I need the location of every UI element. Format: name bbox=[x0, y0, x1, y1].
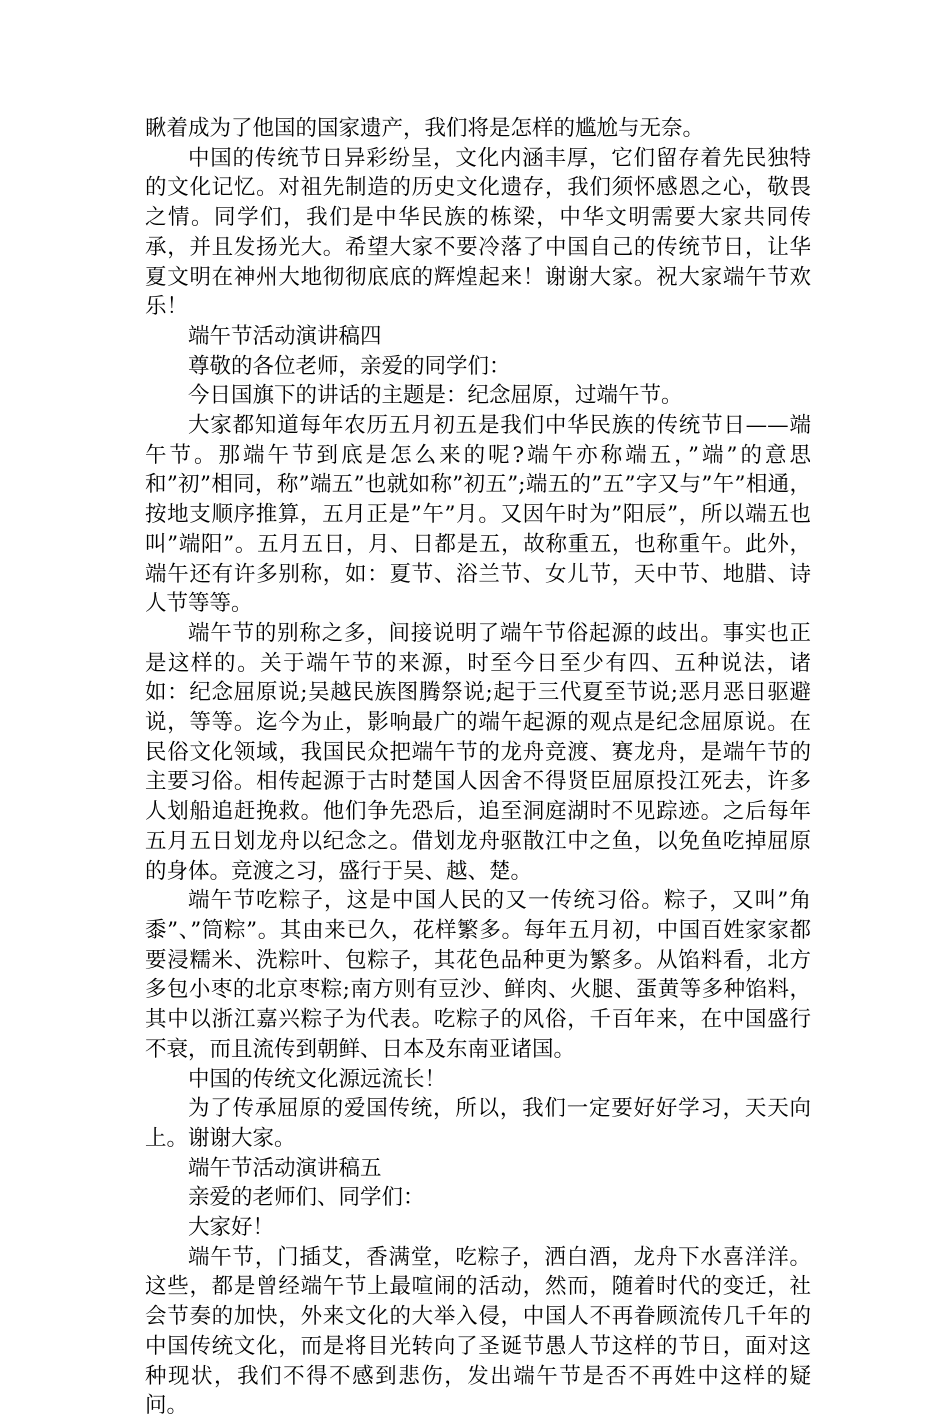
speech-heading-four: 端午节活动演讲稿四 bbox=[188, 323, 382, 349]
paragraph-origin-theories: 端午节的别称之多，间接说明了端午节俗起源的歧出。事实也正是这样的。关于端午节的来源，时至今日至少有四、五种说法，诸如：纪念屈原说;吴越民族图腾祭说;起于三代夏至节说;恶月恶日驱避说，等等。迄今为止，影响最广的端午起源的观点是纪念屈原说。在民俗文化领域，我国民众把端午节的龙舟竞渡、赛龙舟，是端午节的主要习俗。相传起源于古时楚国人因舍不得贤臣屈原投江死去，许多人划船追赶挽救。他们争先恐后，追至洞庭湖时不见踪迹。之后每年五月五日划龙舟以纪念之。借划龙舟驱散江中之鱼，以免鱼吃掉屈原的身体。竞渡之习，盛行于吴、越、楚。 bbox=[145, 620, 811, 884]
speech-heading-five: 端午节活动演讲稿五 bbox=[188, 1155, 382, 1181]
document-page bbox=[145, 114, 811, 1421]
paragraph-traditional-festivals: 中国的传统节日异彩纷呈，文化内涵丰厚，它们留存着先民独特的文化记忆。对祖先制造的历史文化遗存，我们须怀感恩之心，敬畏之情。同学们，我们是中华民族的栋梁，中华文明需要大家共同传承，并且发扬光大。希望大家不要冷落了中国自己的传统节日，让华夏文明在神州大地彻彻底底的辉煌起来！谢谢大家。祝大家端午节欢乐！ bbox=[145, 145, 811, 320]
salutation-five: 亲爱的老师们、同学们： bbox=[188, 1185, 425, 1211]
paragraph-closing-four: 为了传承屈原的爱国传统，所以，我们一定要好好学习，天天向上。谢谢大家。 bbox=[145, 1096, 811, 1151]
paragraph-customs: 端午节，门插艾，香满堂，吃粽子，洒白酒，龙舟下水喜洋洋。这些，都是曾经端午节上最喧闹的活动，然而，随着时代的变迁，社会节奏的加快，外来文化的大举入侵，中国人不再眷顾流传几千年的中国传统文化，而是将目光转向了圣诞节愚人节这样的节日，面对这种现状，我们不得不感到悲伤，发出端午节是否不再姓中这样的疑问。 bbox=[145, 1244, 811, 1419]
paragraph-origin-of-name: 大家都知道每年农历五月初五是我们中华民族的传统节日——端午节。那端午节到底是怎么来的呢?端午亦称端五，”端”的意思和”初”相同，称”端五”也就如称”初五”;端五的”五”字又与”午”相通，按地支顺序推算，五月正是”午”月。又因午时为”阳辰”，所以端五也叫”端阳”。五月五日，月、日都是五，故称重五，也称重午。此外，端午还有许多别称，如：夏节、浴兰节、女儿节，天中节、地腊、诗人节等等。 bbox=[145, 413, 812, 617]
paragraph-culture: 中国的传统文化源远流长！ bbox=[188, 1066, 447, 1092]
paragraph-zongzi: 端午节吃粽子，这是中国人民的又一传统习俗。粽子，又叫”角黍”、”筒粽”。其由来已久，花样繁多。每年五月初，中国百姓家家都要浸糯米、洗粽叶、包粽子，其花色品种更为繁多。从馅料看，北方多包小枣的北京枣粽;南方则有豆沙、鲜肉、火腿、蛋黄等多种馅料，其中以浙江嘉兴粽子为代表。吃粽子的风俗，千百年来，在中国盛行不衰，而且流传到朝鲜、日本及东南亚诸国。 bbox=[145, 888, 811, 1062]
paragraph-continuation: 瞅着成为了他国的国家遗产，我们将是怎样的尴尬与无奈。 bbox=[145, 116, 705, 141]
greeting-five: 大家好！ bbox=[188, 1215, 275, 1241]
paragraph-topic: 今日国旗下的讲话的主题是：纪念屈原，过端午节。 bbox=[188, 383, 683, 409]
salutation-four: 尊敬的各位老师，亲爱的同学们： bbox=[188, 353, 511, 379]
